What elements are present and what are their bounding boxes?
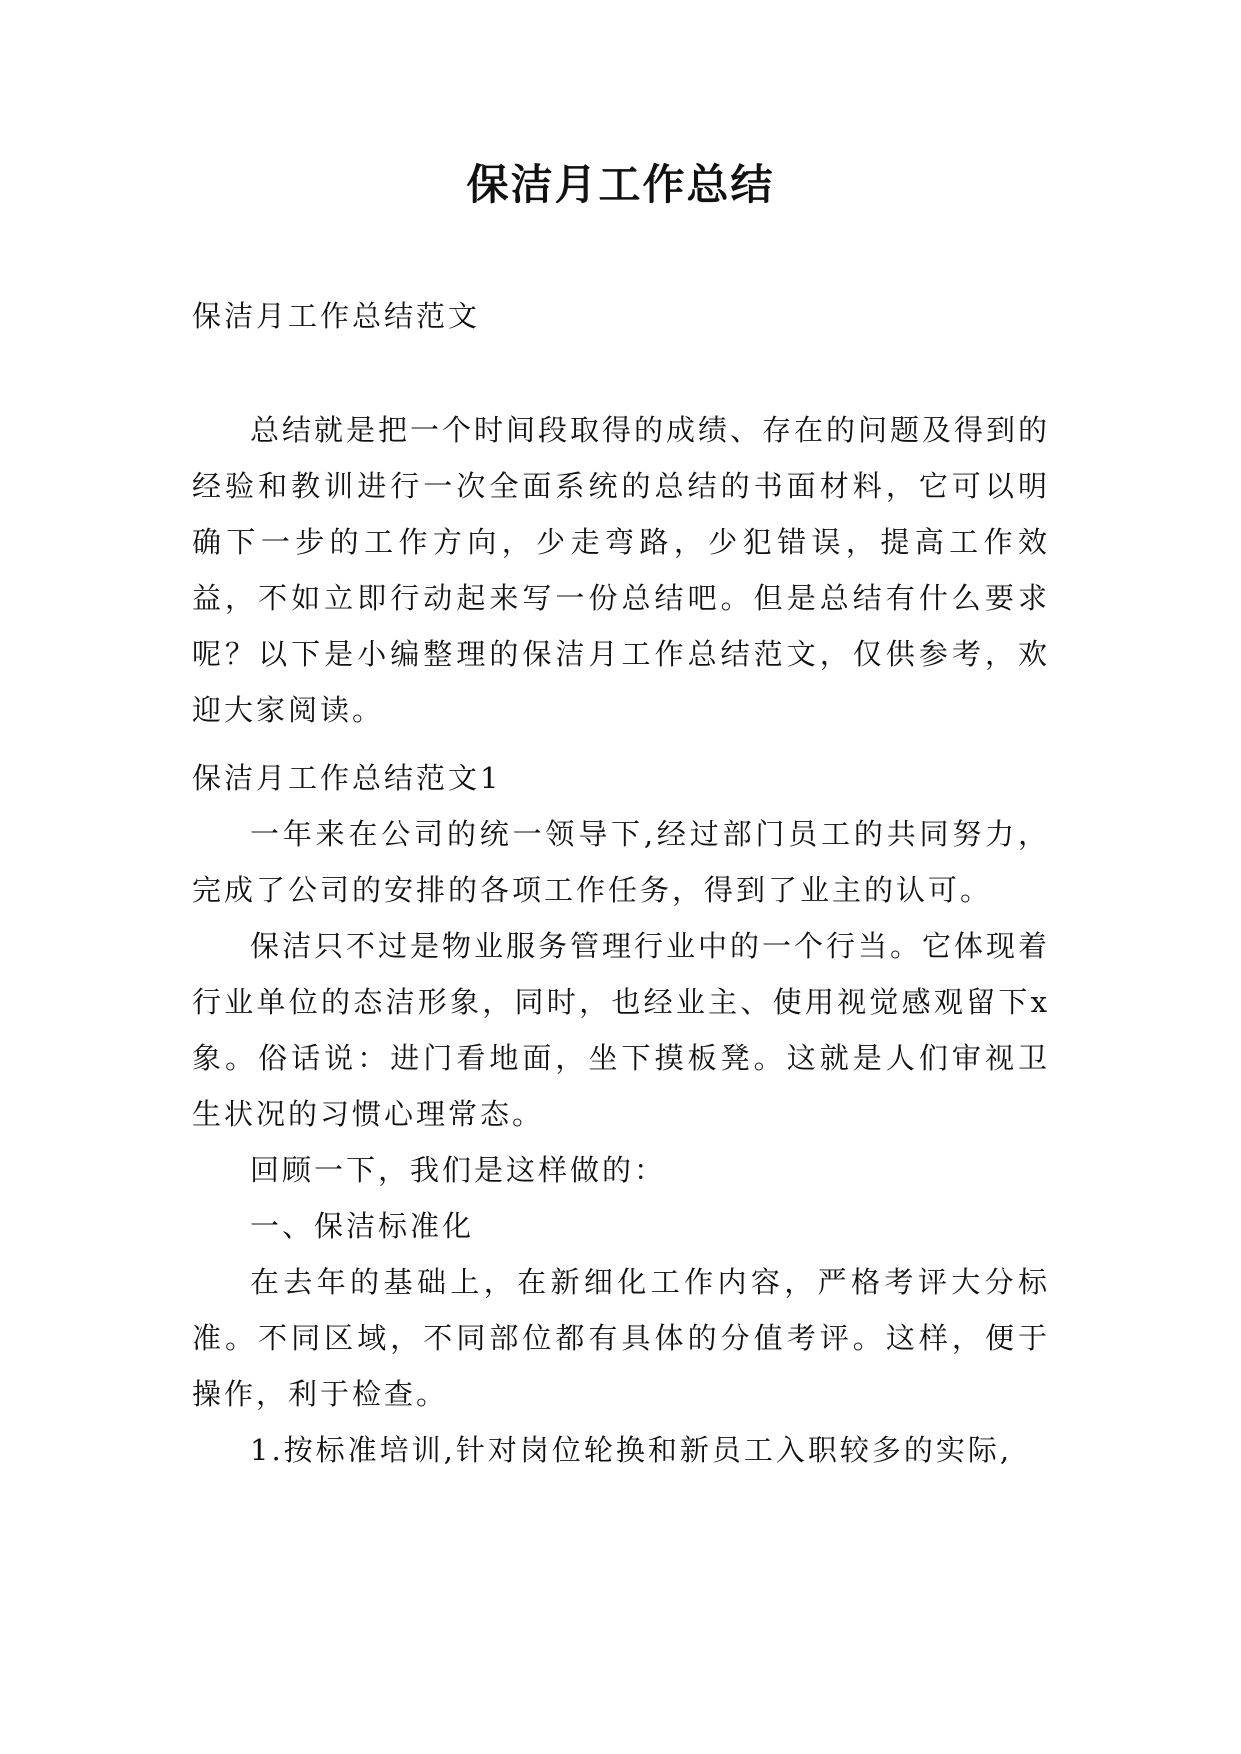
body-paragraph: 回顾一下，我们是这样做的： xyxy=(250,1153,667,1187)
subsection-heading: 一、保洁标准化 xyxy=(250,1209,475,1243)
body-paragraph: 保洁只不过是物业服务管理行业中的一个行当。它体现着行业单位的态洁形象，同时，也经业主、使用视觉感观留下x象。俗话说：进门看地面，坐下摸板凳。这就是人们审视卫生状况的习惯心理常态。 xyxy=(192,929,1051,1131)
document-subtitle: 保洁月工作总结范文 xyxy=(192,299,481,333)
body-paragraph: 1.按标准培训,针对岗位轮换和新员工入职较多的实际, xyxy=(250,1433,1013,1467)
body-paragraph: 一年来在公司的统一领导下,经过部门员工的共同努力，完成了公司的安排的各项工作任务，得到了业主的认可。 xyxy=(192,817,1050,907)
section-1 xyxy=(192,750,1050,1478)
intro-paragraph: 总结就是把一个时间段取得的成绩、存在的问题及得到的经验和教训进行一次全面系统的总结的书面材料，它可以明确下一步的工作方向，少走弯路，少犯错误，提高工作效益，不如立即行动起来写一份总结吧。但是总结有什么要求呢？以下是小编整理的保洁月工作总结范文，仅供参考，欢迎大家阅读。 xyxy=(192,413,1051,727)
section-heading: 保洁月工作总结范文1 xyxy=(192,761,502,795)
intro-section xyxy=(192,402,1050,738)
document-title: 保洁月工作总结 xyxy=(466,160,775,209)
body-paragraph: 在去年的基础上，在新细化工作内容，严格考评大分标准。不同区域，不同部位都有具体的分值考评。这样，便于操作，利于检查。 xyxy=(192,1265,1050,1411)
